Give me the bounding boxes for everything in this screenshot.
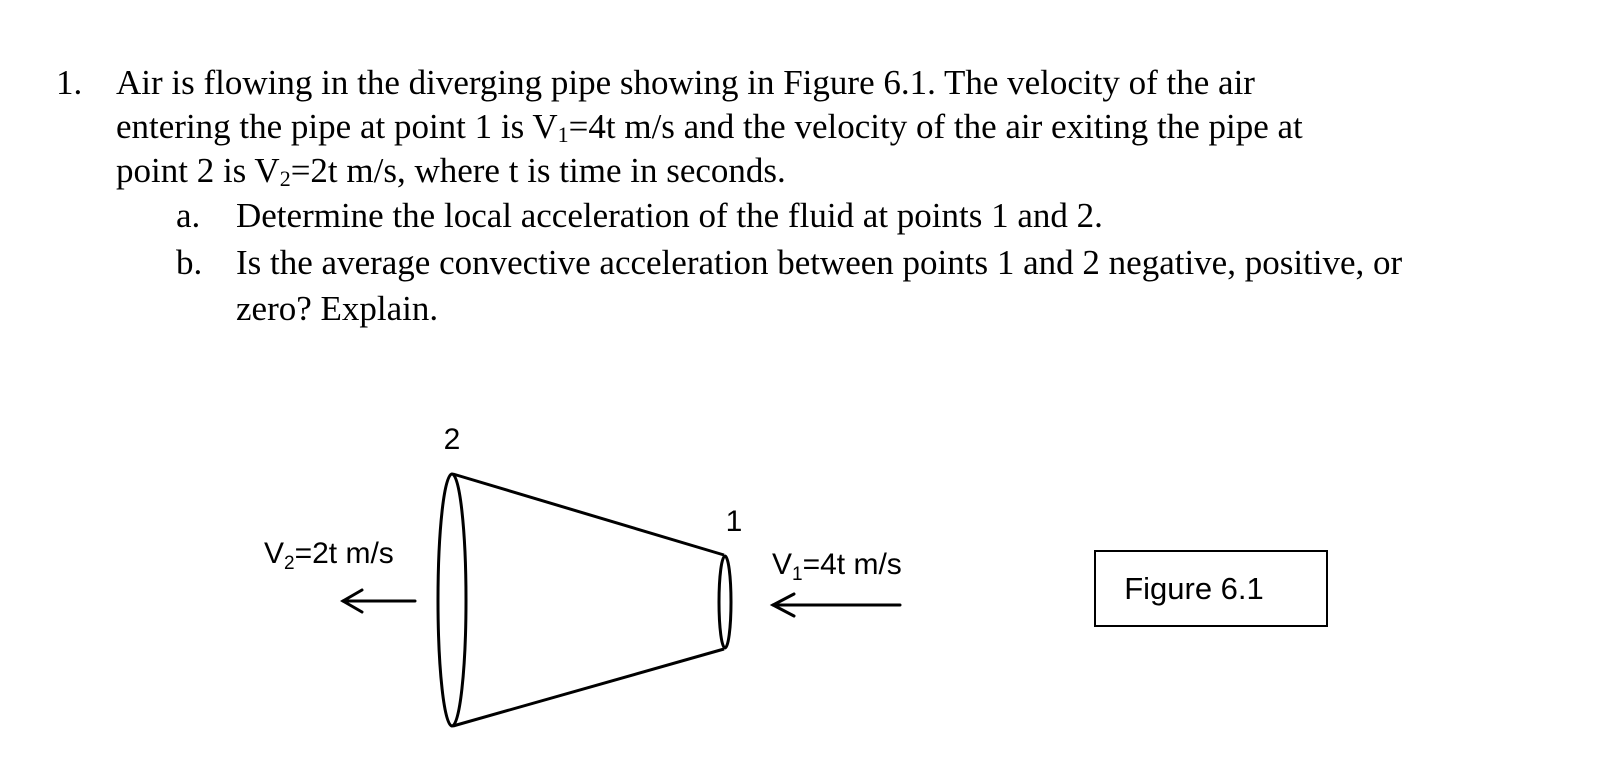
figure-caption: Figure 6.1 [1124, 571, 1264, 606]
pipe-inlet-ellipse [719, 556, 731, 648]
v1-suffix: =4t m/s [802, 548, 902, 581]
v1-left-arrow-icon [773, 594, 900, 616]
part-b-text-2: zero? Explain. [236, 289, 439, 328]
problem-number: 1. [56, 63, 83, 102]
v1-subscript: 1 [792, 564, 803, 585]
subscript-2: 2 [279, 166, 291, 191]
problem-text-3b: =2t m/s, where t is time in seconds. [290, 151, 786, 190]
v2-left-arrow-icon [343, 590, 415, 612]
pipe-outlet-ellipse [438, 474, 466, 726]
v2-prefix: V [264, 537, 285, 570]
point-1-label: 1 [725, 505, 743, 538]
part-a-letter: a. [176, 196, 201, 235]
problem-text-1: Air is flowing in the diverging pipe showing in Figure 6.1. The velocity of the air [116, 63, 1255, 102]
problem-text-2b: =4t m/s and the velocity of the air exiting the pipe at [568, 107, 1303, 146]
v2-subscript: 2 [284, 553, 295, 574]
pipe-top-edge [453, 474, 724, 555]
part-b-letter: b. [176, 243, 203, 282]
diverging-pipe [438, 474, 731, 726]
v1-prefix: V [772, 548, 793, 581]
pipe-bottom-edge [453, 649, 724, 726]
v2-velocity-label [264, 537, 394, 574]
part-a-text: Determine the local acceleration of the fluid at points 1 and 2. [236, 196, 1103, 235]
subscript-1: 1 [557, 122, 569, 147]
v1-velocity-label [772, 548, 902, 585]
v2-suffix: =2t m/s [294, 537, 394, 570]
part-b-text-1: Is the average convective acceleration between points 1 and 2 negative, positive, or [236, 243, 1403, 282]
problem-text-2a: entering the pipe at point 1 is V [116, 107, 558, 146]
problem-text-3a: point 2 is V [116, 151, 280, 190]
point-2-label: 2 [443, 423, 461, 456]
